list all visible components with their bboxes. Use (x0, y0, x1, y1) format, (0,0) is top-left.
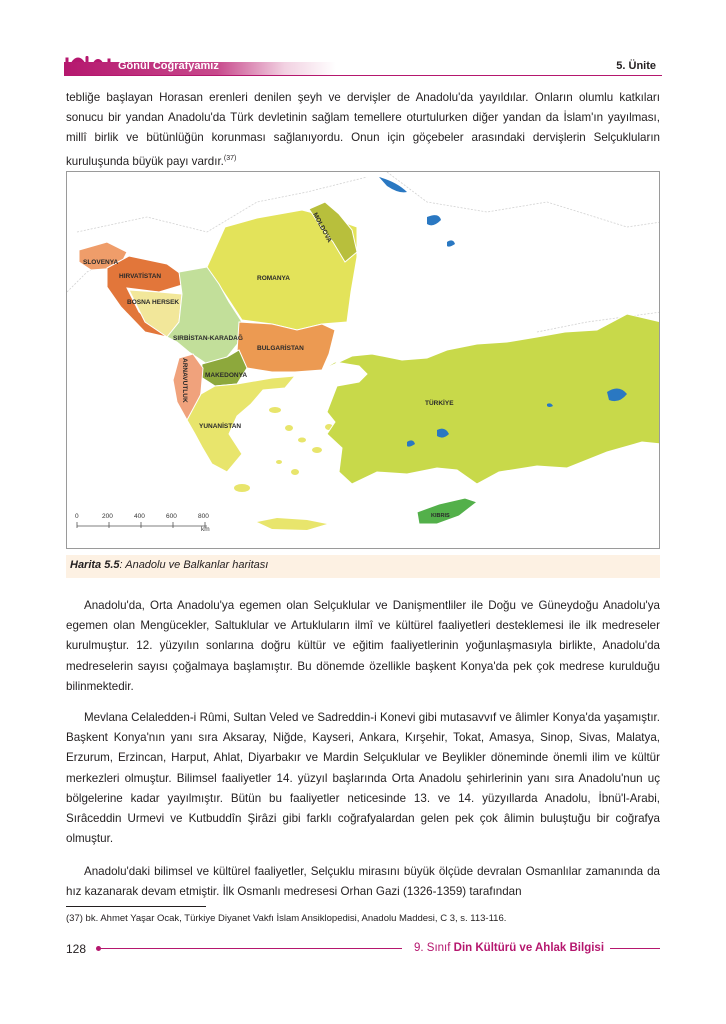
caption-description: : Anadolu ve Balkanlar haritası (119, 559, 269, 571)
label-romanya: ROMANYA (257, 275, 290, 282)
map-scale-bar (75, 513, 210, 533)
book-grade: 9. Sınıf (414, 942, 454, 954)
page-number: 128 (66, 942, 87, 956)
unit-number: 5. Ünite (616, 60, 656, 72)
footnote-37: (37) bk. Ahmet Yaşar Ocak, Türkiye Diyanet Vakfı İslam Ansiklopedisi, Anadolu Maddesi, C 3, s. 113-116. (66, 913, 507, 924)
map-caption (70, 559, 268, 571)
scale-tick-0: 0 (75, 513, 79, 520)
paragraph-osmanli: Anadolu'daki bilimsel ve kültürel faaliyetler, Selçuklu mirasını büyük ölçüde devralan Osmanlılar zamanında da hız kazanarak devam etmiştir. İlk Osmanlı medresesi Orhan Gazi (1326-1359) tarafından (66, 865, 660, 899)
paragraph-intro (66, 88, 660, 172)
label-bosna: BOSNA HERSEK (127, 299, 180, 306)
label-moldova: MOLDOVA (311, 211, 333, 244)
unit-title: Gönül Coğrafyamız (118, 60, 219, 72)
footer-rule-left (97, 948, 402, 949)
label-bulgaristan: BULGARİSTAN (257, 345, 304, 352)
paragraph-ilim-merkezleri: Mevlana Celaledden-i Rûmi, Sultan Veled ve Sadreddin-i Konevi gibi mutasavvıf ve âlimler Konya'da yaşamıştır. Başkent Konya'nın yanı sıra Aksaray, Niğde, Kayseri, Ankara, Kırşehir, Tokat, Amasya, Sinop, Sivas, Malatya, Erzurum, Erzincan, Harput, Ahlat, Diyarbakır ve Mardin Selçuklular ve Beylikler döneminde önemli ilim ve kültür merkezleri olmuştur. Bilimsel faaliyetler 14. yüzyıl başlarında Orta Anadolu şehirlerinin yanı sıra Anadolu'nun uç bölgelerine kadar yayılmıştır. Bütün bu faaliyetler neticesinde 13. ve 14. yüzyıllarda Anadolu, İbnü'l-Arabi, Sırâceddin Urmevi ve Kutbuddîn Şirâzi gibi farklı coğrafyalardan gelen pek çok âlimin buluştuğu bir coğrafya olmuştur. (66, 711, 660, 846)
scale-tick-800: 800 (198, 513, 209, 520)
anatolia-balkans-map (67, 172, 660, 549)
label-arnavutluk: ARNAVUTLUK (181, 358, 188, 403)
book-subject: Din Kültürü ve Ahlak Bilgisi (453, 942, 605, 954)
paragraph-medreseler: Anadolu'da, Orta Anadolu'ya egemen olan Selçuklular ve Danişmentliler ile Doğu ve Güneydoğu Anadolu'ya egemen olan Mengücekler, Saltuklular ve Artukluların ilmî ve kültürel faaliyetleri desteklemesi ile ilk medreseler kurulmuştur. 12. yüzyılın sonlarına doğru kültür ve eğitim faaliyetlerinin yoğunlaşmasıyla birlikte, Anadolu'da medreselerin sayısı çoğalmaya başlamıştır. Bu dönemde özellikle başkent Konya'da pek çok medrese kurulduğu bilinmektedir. (66, 599, 660, 693)
scale-tick-600: 600 (166, 513, 177, 520)
label-makedonya: MAKEDONYA (205, 372, 248, 379)
water-bodies (379, 177, 455, 247)
paragraph-intro-text: tebliğe başlayan Horasan erenleri denilen şeyh ve dervişler de Anadolu'da yayıldılar. Onların olumlu katkıları sonucu bir yandan Anadolu'da Türk devletinin sağlam temellere oturtulurken diğer yandan da İslam'ın yayılması, millî birlik ve bütünlüğün korunması sağlanıyordu. Onun için göçebeler arasındaki dervişlerin Selçukluların kuruluşunda büyük payı vardır. (66, 91, 660, 168)
footnote-rule (66, 906, 206, 907)
book-title (414, 942, 604, 954)
country-kibris[interactable] (417, 498, 477, 524)
scale-unit: km (201, 526, 210, 533)
greek-islands (234, 407, 333, 530)
label-turkiye: TÜRKİYE (425, 400, 454, 407)
label-hirvatistan: HIRVATİSTAN (119, 273, 162, 280)
caption-label: Harita 5.5 (70, 559, 120, 571)
label-slovenya: SLOVENYA (83, 259, 119, 266)
footnote-reference[interactable]: (37) (223, 154, 237, 162)
header-rule (64, 75, 662, 76)
scale-tick-400: 400 (134, 513, 145, 520)
footer-rule-right (610, 948, 660, 949)
scale-tick-200: 200 (102, 513, 113, 520)
label-sirbistan: SIRBİSTAN-KARADAĞ (173, 335, 243, 342)
label-yunanistan: YUNANİSTAN (199, 423, 242, 430)
map-figure (66, 171, 660, 549)
label-kibris: KIBRIS (431, 513, 450, 519)
